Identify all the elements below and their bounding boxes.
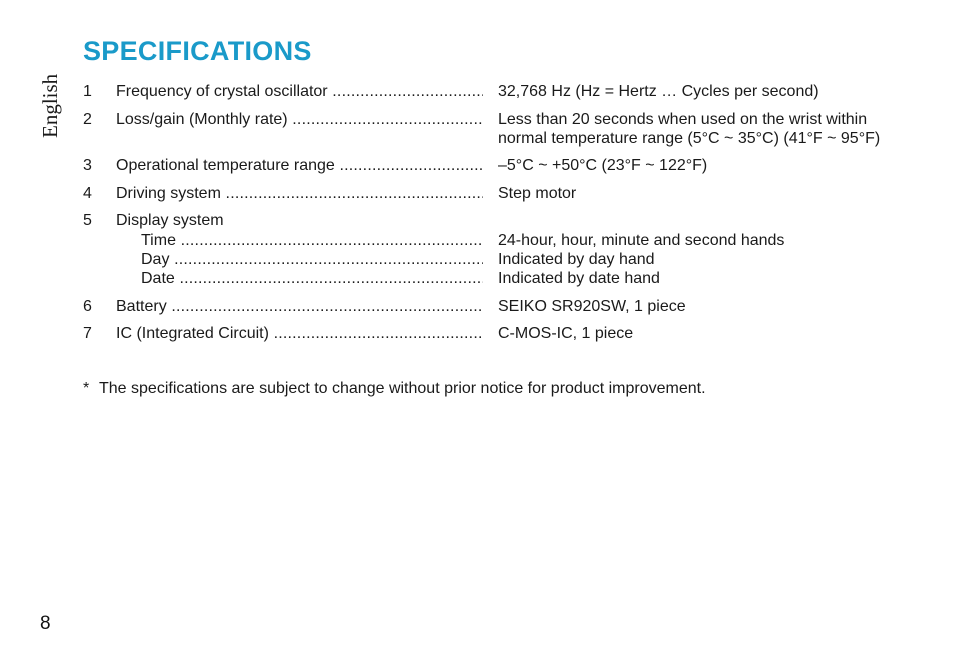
spec-sub-label: Date ..... bbox=[141, 269, 483, 288]
spec-value: Less than 20 seconds when used on the wrist within bbox=[498, 111, 868, 128]
spec-sub-label: Day ..... bbox=[141, 250, 483, 269]
spec-sub-value: Indicated by day hand bbox=[498, 251, 655, 268]
spec-label: Loss/gain (Monthly rate) ..... bbox=[116, 110, 483, 129]
spec-sub-value: 24-hour, hour, minute and second hands bbox=[498, 232, 785, 249]
spec-number: 3 bbox=[83, 157, 92, 174]
spec-sub-value: Indicated by date hand bbox=[498, 270, 660, 287]
page-title: SPECIFICATIONS bbox=[83, 36, 312, 66]
spec-number: 5 bbox=[83, 212, 92, 229]
spec-label: IC (Integrated Circuit) ..... bbox=[116, 324, 483, 343]
language-tab-label: English bbox=[38, 73, 62, 138]
spec-number: 6 bbox=[83, 298, 92, 315]
spec-value: Step motor bbox=[498, 185, 577, 202]
spec-sub-label: Time ..... bbox=[141, 231, 483, 250]
spec-number: 7 bbox=[83, 325, 92, 342]
page-number: 8 bbox=[40, 613, 51, 634]
spec-number: 4 bbox=[83, 185, 92, 202]
spec-number: 1 bbox=[83, 83, 92, 100]
spec-label: Frequency of crystal oscillator ..... bbox=[116, 82, 483, 101]
footnote-text: The specifications are subject to change without prior notice for product improvement. bbox=[99, 380, 706, 397]
footnote-symbol: * bbox=[83, 380, 90, 397]
spec-label: Operational temperature range ..... bbox=[116, 156, 483, 175]
spec-value-line2: normal temperature range (5°C ~ 35°C) (41°F ~ 95°F) bbox=[498, 130, 881, 147]
spec-label: Battery ..... bbox=[116, 297, 483, 316]
spec-value: C-MOS-IC, 1 piece bbox=[498, 325, 634, 342]
spec-number: 2 bbox=[83, 111, 92, 128]
spec-value: 32,768 Hz (Hz = Hertz … Cycles per second) bbox=[498, 83, 819, 100]
spec-label: Display system bbox=[116, 212, 224, 229]
spec-value: –5°C ~ +50°C (23°F ~ 122°F) bbox=[498, 157, 708, 174]
footnote bbox=[83, 379, 706, 398]
spec-label: Driving system ..... bbox=[116, 184, 483, 203]
spec-value: SEIKO SR920SW, 1 piece bbox=[498, 298, 686, 315]
